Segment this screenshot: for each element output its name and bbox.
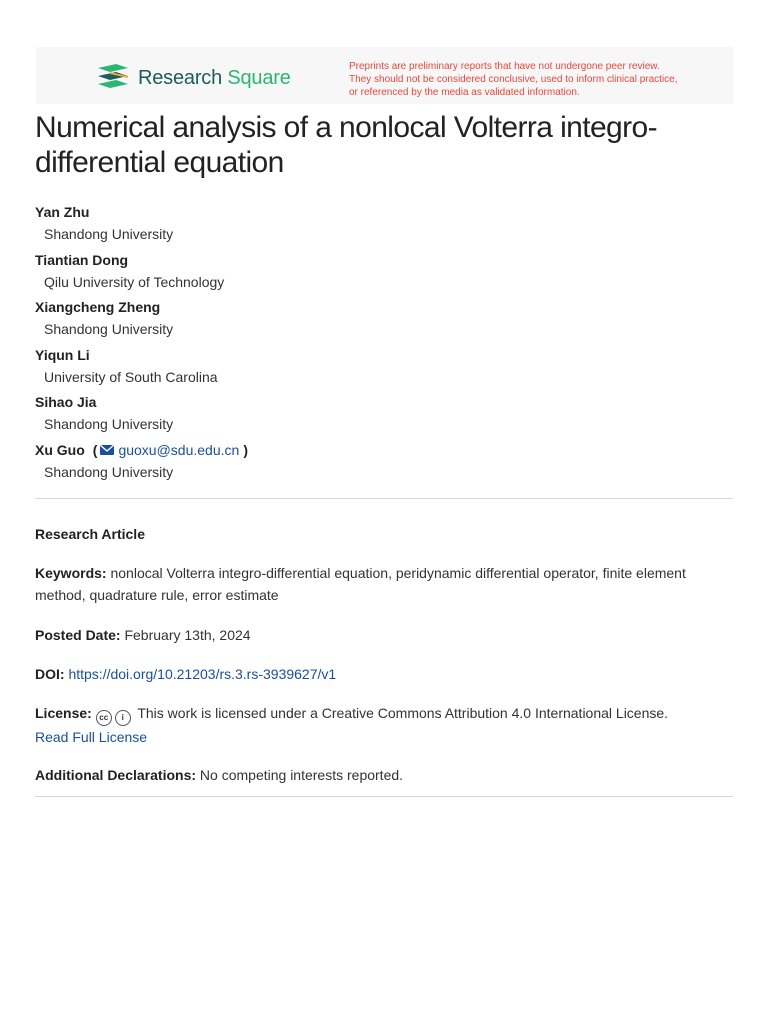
author-name: Xu Guo <box>35 441 85 458</box>
author-name-with-email <box>35 440 248 460</box>
author-entry <box>35 202 248 250</box>
cc-icon: cc <box>96 710 112 726</box>
author-affiliation: Shandong University <box>44 321 174 337</box>
doi-link[interactable]: https://doi.org/10.21203/rs.3.rs-3939627/v1 <box>68 666 337 682</box>
license-section <box>35 702 735 748</box>
posted-date-value: February 13th, 2024 <box>124 627 251 643</box>
read-full-license-link[interactable]: Read Full License <box>35 729 148 745</box>
author-list <box>35 202 248 487</box>
author-email-link[interactable]: guoxu@sdu.edu.cn <box>118 441 240 458</box>
author-name: Xiangcheng Zheng <box>35 299 161 315</box>
author-entry <box>35 392 248 440</box>
divider <box>35 498 733 499</box>
divider <box>35 796 733 797</box>
author-entry <box>35 345 248 393</box>
author-entry <box>35 250 248 298</box>
envelope-icon <box>100 445 114 455</box>
preprint-notice <box>349 60 678 99</box>
notice-line: Preprints are preliminary reports that have not undergone peer review. <box>349 61 660 72</box>
email-group: ( guoxu@sdu.edu.cn ) <box>92 441 248 458</box>
license-label: License: <box>35 705 92 721</box>
logo-text: Research Square <box>138 66 291 89</box>
author-affiliation: Shandong University <box>44 226 174 242</box>
by-icon: i <box>115 710 131 726</box>
author-name: Yiqun Li <box>35 346 90 363</box>
author-affiliation: Qilu University of Technology <box>44 273 225 290</box>
preprint-banner <box>36 47 733 104</box>
posted-date-label: Posted Date: <box>35 627 121 643</box>
doi-label: DOI: <box>35 666 65 682</box>
paper-title: Numerical analysis of a nonlocal Volterra integro-differential equation <box>35 111 657 179</box>
keywords-section <box>35 562 735 606</box>
notice-line: or referenced by the media as validated information. <box>349 87 580 98</box>
author-affiliation: Shandong University <box>44 463 174 480</box>
declarations-value: No competing interests reported. <box>199 767 404 783</box>
author-affiliation: Shandong University <box>44 416 174 432</box>
license-text: This work is licensed under a Creative Commons Attribution 4.0 International License. <box>137 705 669 721</box>
author-name: Yan Zhu <box>35 204 90 220</box>
author-name: Tiantian Dong <box>35 251 129 268</box>
author-name: Sihao Jia <box>35 394 97 410</box>
declarations-label: Additional Declarations: <box>35 767 197 783</box>
article-type: Research Article <box>35 526 145 542</box>
author-affiliation: University of South Carolina <box>44 368 218 385</box>
declarations-section <box>35 764 735 786</box>
notice-line: They should not be considered conclusive, used to inform clinical practice, <box>349 74 678 85</box>
keywords-label: Keywords: <box>35 565 107 581</box>
doi-section <box>35 663 735 685</box>
keywords-value: nonlocal Volterra integro-differential equation, peridynamic differential operator, finite element method, quadrature rule, error estimate <box>35 565 686 603</box>
author-entry <box>35 440 248 488</box>
research-square-logo[interactable] <box>96 64 291 92</box>
posted-date-section <box>35 624 735 646</box>
author-entry <box>35 297 248 345</box>
research-square-logo-icon <box>96 64 130 92</box>
